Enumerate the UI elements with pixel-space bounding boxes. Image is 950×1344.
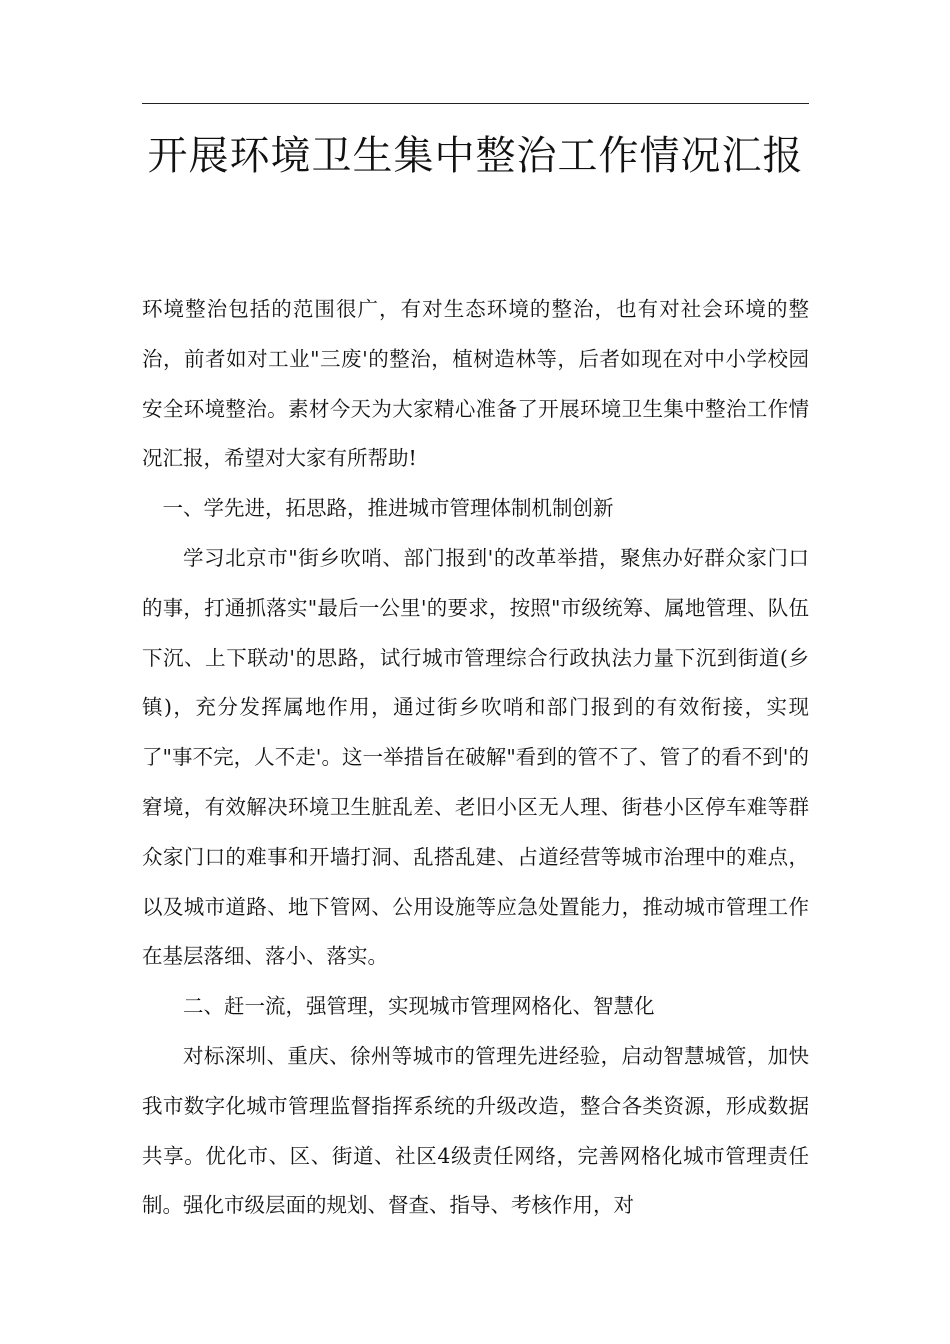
header-rule: [142, 103, 809, 104]
section-heading-2: 二、赶一流，强管理，实现城市管理网格化、智慧化: [183, 994, 655, 1019]
document-body: [142, 285, 809, 1231]
section-heading-1: 一、学先进，拓思路，推进城市管理体制机制创新: [162, 496, 614, 521]
body-paragraph: 学习北京市"街乡吹哨、部门报到'的改革举措，聚焦办好群众家门口的事，打通抓落实"最后一公里'的要求，按照"市级统筹、属地管理、队伍下沉、上下联动'的思路，试行城市管理综合行政执法力量下沉到街道(乡镇)，充分发挥属地作用，通过街乡吹哨和部门报到的有效衔接，实现了"事不完，人不走'。这一举措旨在破解"看到的管不了、管了的看不到'的窘境，有效解决环境卫生脏乱差、老旧小区无人理、街巷小区停车难等群众家门口的难事和开墙打洞、乱搭乱建、占道经营等城市治理中的难点，以及城市道路、地下管网、公用设施等应急处置能力，推动城市管理工作在基层落细、落小、落实。: [142, 545, 809, 969]
body-paragraph: 对标深圳、重庆、徐州等城市的管理先进经验，启动智慧城管，加快我市数字化城市管理监督指挥系统的升级改造，整合各类资源，形成数据共享。优化市、区、街道、社区4级责任网络，完善网格化城市管理责任制。强化市级层面的规划、督查、指导、考核作用，对: [142, 1043, 809, 1218]
intro-paragraph: 环境整治包括的范围很广，有对生态环境的整治，也有对社会环境的整治，前者如对工业"三废'的整治，植树造林等，后者如现在对中小学校园安全环境整治。素材今天为大家精心准备了开展环境卫生集中整治工作情况汇报，希望对大家有所帮助!: [142, 297, 809, 471]
document-title: 开展环境卫生集中整治工作情况汇报: [147, 133, 804, 179]
